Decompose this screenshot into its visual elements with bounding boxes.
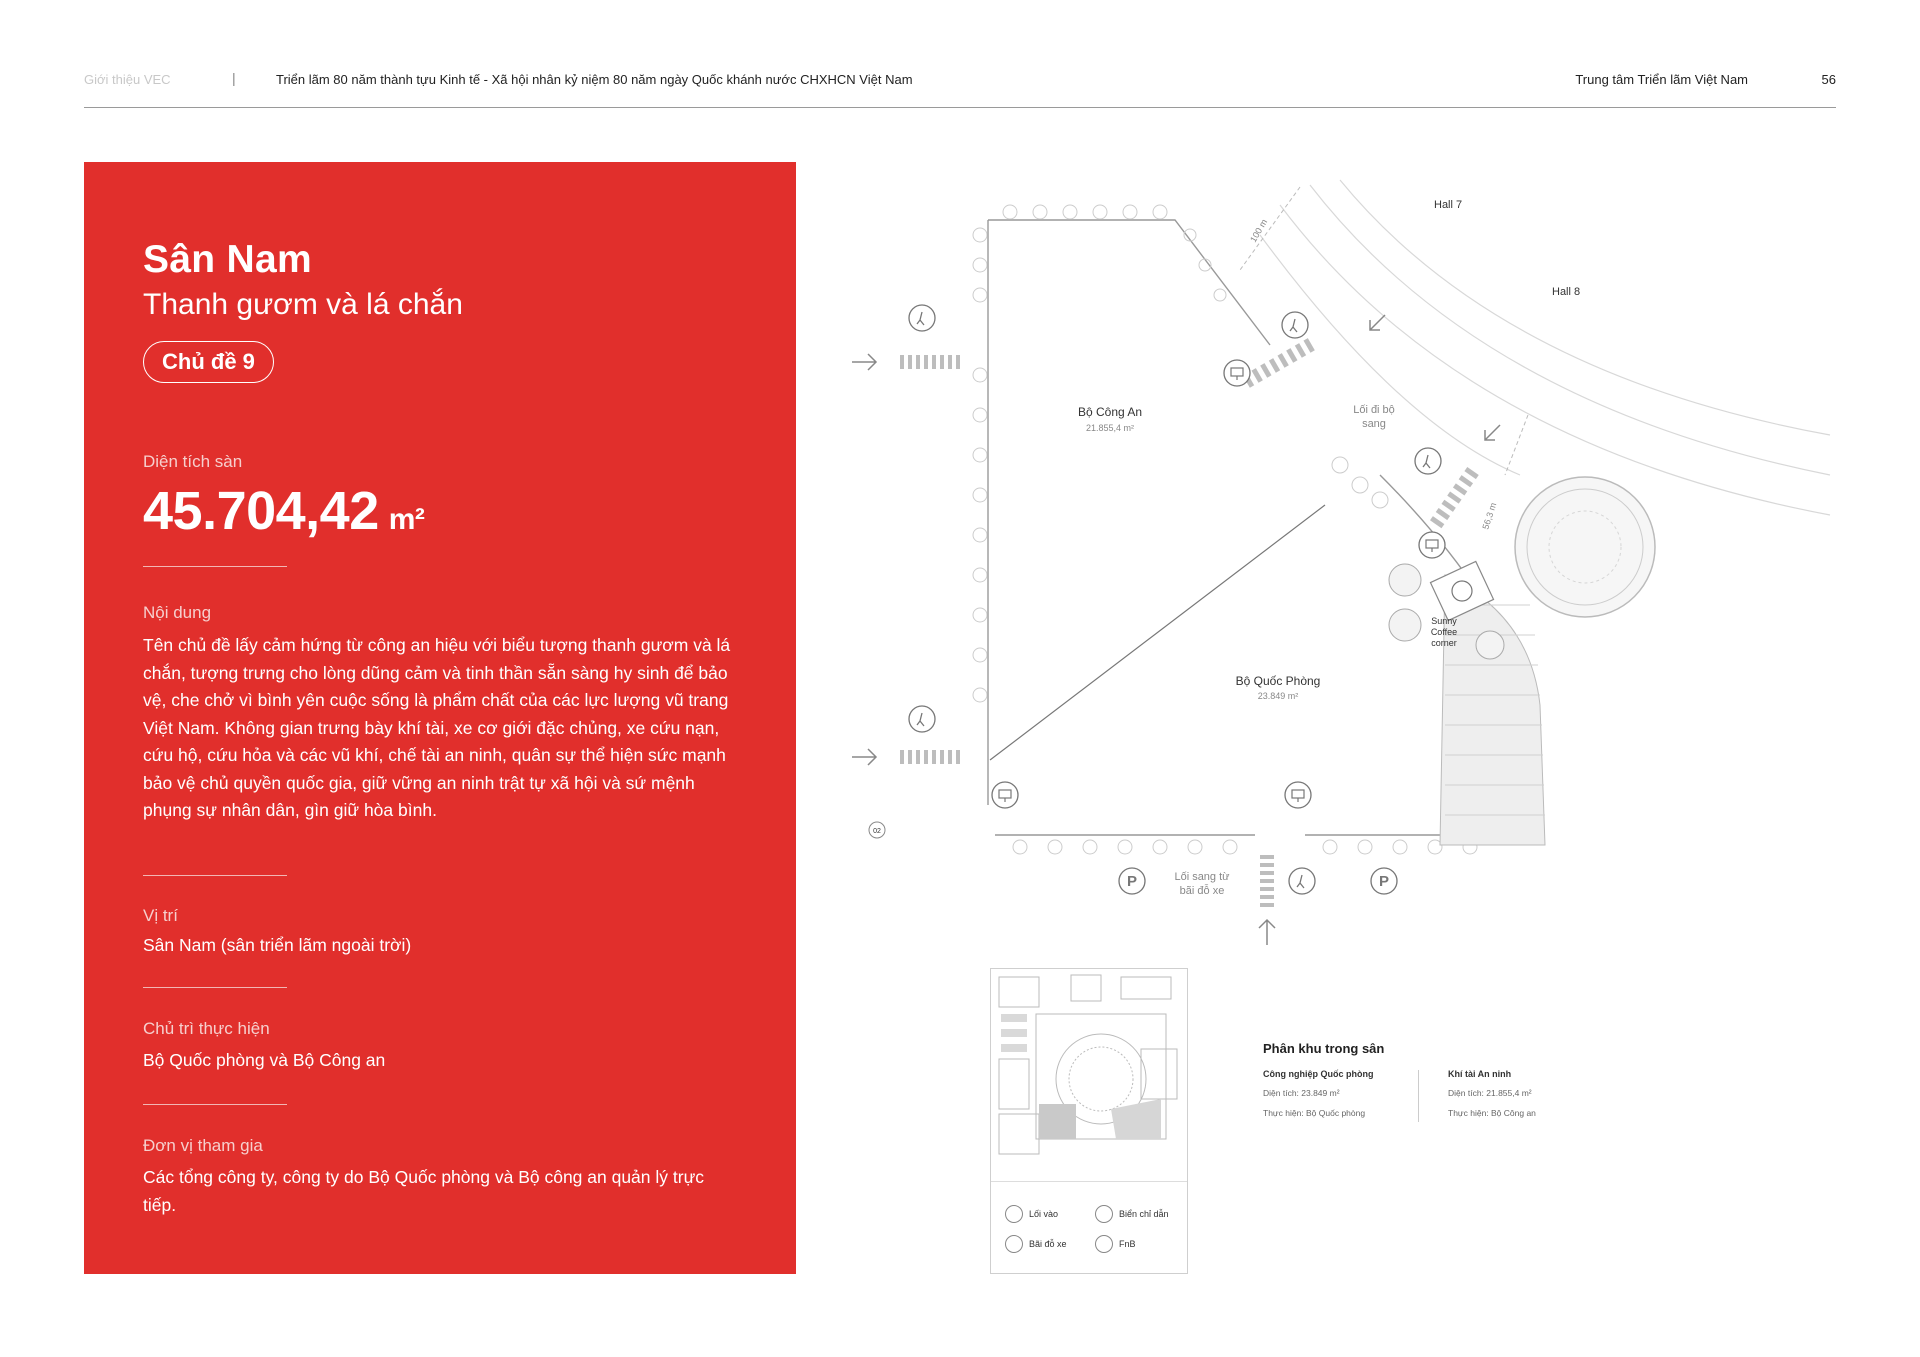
zone-police-area: 21.855,4 m² [1085, 423, 1135, 433]
page-number: 56 [1821, 72, 1836, 87]
header-venue: Trung tâm Triển lãm Việt Nam [1575, 72, 1748, 87]
zone-b-host: Thực hiện: Bộ Công an [1448, 1108, 1536, 1118]
units-label: Đơn vị tham gia [143, 1136, 263, 1155]
parking-access-label: bãi đỗ xe [1179, 885, 1225, 897]
header-rule [84, 107, 1836, 108]
host-label: Chủ trì thực hiện [143, 1019, 270, 1038]
header-title: Triển lãm 80 năm thành tựu Kinh tế - Xã hội nhân kỷ niệm 80 năm ngày Quốc khánh nước CHXHCN Việt Nam [276, 72, 913, 87]
zone-defense-area: 23.849 m² [1257, 691, 1299, 701]
legend-entrance: Lối vào [1029, 1209, 1059, 1219]
parking-glyph [1127, 873, 1389, 890]
zone-divider [990, 505, 1325, 760]
theme-badge: Chủ đề 9 [143, 341, 274, 383]
panel-title: Sân Nam [143, 238, 312, 281]
area-number: 45.704,42 [143, 481, 379, 541]
location-text: Sân Nam (sân triển lãm ngoài trời) [143, 935, 412, 955]
area-value [143, 480, 424, 542]
parking-access-label: Lối sang từ [1174, 871, 1230, 883]
zone-a-area: Diện tích: 23.849 m² [1263, 1088, 1340, 1098]
sign-icon [1095, 1205, 1113, 1223]
zone-b-title: Khí tài An ninh [1448, 1069, 1512, 1079]
zone-separator [1418, 1070, 1419, 1122]
site-map [840, 175, 1840, 955]
map-marker: 02 [873, 828, 881, 835]
inset-map [991, 969, 1187, 1179]
legend-sign: Biển chỉ dẫn [1119, 1209, 1169, 1219]
zones-title: Phân khu trong sân [1263, 1041, 1385, 1056]
header-section-label: Giới thiệu VEC [84, 72, 171, 87]
divider [143, 566, 287, 567]
legend-fnb: FnB [1119, 1239, 1136, 1249]
svg-text:P: P [1378, 873, 1390, 890]
divider [143, 987, 287, 988]
units-text: Các tổng công ty, công ty do Bộ Quốc phòng và Bộ công an quản lý trực tiếp. [143, 1167, 705, 1215]
parking-icon [1119, 868, 1397, 894]
inset-plan [990, 968, 1188, 1274]
area-label: Diện tích sàn [143, 452, 243, 471]
roundabout [1515, 477, 1655, 617]
hall7-label: Hall 7 [1434, 199, 1463, 211]
content-label: Nội dung [143, 603, 212, 622]
entrance-icon [1005, 1205, 1023, 1223]
parking-icon [1005, 1235, 1023, 1253]
fnb-icon [1095, 1235, 1113, 1253]
svg-text:P: P [1126, 873, 1138, 890]
dimension-label: 56,3 m [1480, 501, 1499, 531]
hall8-label: Hall 8 [1552, 286, 1581, 298]
zone-defense-label: Bộ Quốc Phòng [1235, 674, 1321, 688]
hall-outline [1260, 180, 1830, 515]
dimension-label: 100 m [1248, 217, 1270, 244]
inset-divider [991, 1181, 1187, 1182]
sign-glyph [999, 368, 1438, 802]
coffee-label: corner [1431, 638, 1457, 648]
host-text: Bộ Quốc phòng và Bộ Công an [143, 1050, 386, 1070]
coffee-label: Sunny [1431, 616, 1457, 626]
tree-row [973, 205, 1477, 854]
zone-a-title: Công nghiệp Quốc phòng [1263, 1069, 1374, 1079]
crossing-label: sang [1362, 418, 1386, 430]
info-panel [84, 162, 796, 1274]
panel-subtitle: Thanh gươm và lá chắn [143, 288, 463, 321]
zone-police-label: Bộ Công An [1077, 405, 1143, 419]
zone-a-host: Thực hiện: Bộ Quốc phòng [1263, 1108, 1366, 1118]
area-unit: m² [388, 503, 425, 536]
divider [143, 875, 287, 876]
entrance-icon [909, 305, 1441, 894]
plaza-outline [988, 220, 1490, 835]
location-label: Vị trí [143, 906, 178, 925]
header-separator: | [232, 70, 236, 86]
content-text: Tên chủ đề lấy cảm hứng từ công an hiệu với biểu tượng thanh gươm và lá chắn, tượng trưng cho lòng dũng cảm và tinh thần sẵn sàng hy sinh để bảo vệ, che chở vì bình yên cuộc sống là phẩm chất của các lực lượng vũ trang Việt Nam. Không gian trưng bày khí tài, xe cơ giới đặc chủng, xe cứu nạn, cứu hộ, cứu hỏa và các vũ khí, chế tài an ninh, quân sự thể hiện sức mạnh bảo vệ chủ quyền quốc gia, giữ vững an ninh trật tự xã hội và sứ mệnh phụng sự nhân dân, gìn giữ hòa bình. [143, 635, 731, 820]
zone-b-area: Diện tích: 21.855,4 m² [1448, 1088, 1532, 1098]
crossing-label: Lối đi bộ [1353, 404, 1395, 416]
coffee-label: Coffee [1430, 627, 1458, 637]
legend-parking: Bãi đỗ xe [1029, 1239, 1067, 1249]
divider [143, 1104, 287, 1105]
